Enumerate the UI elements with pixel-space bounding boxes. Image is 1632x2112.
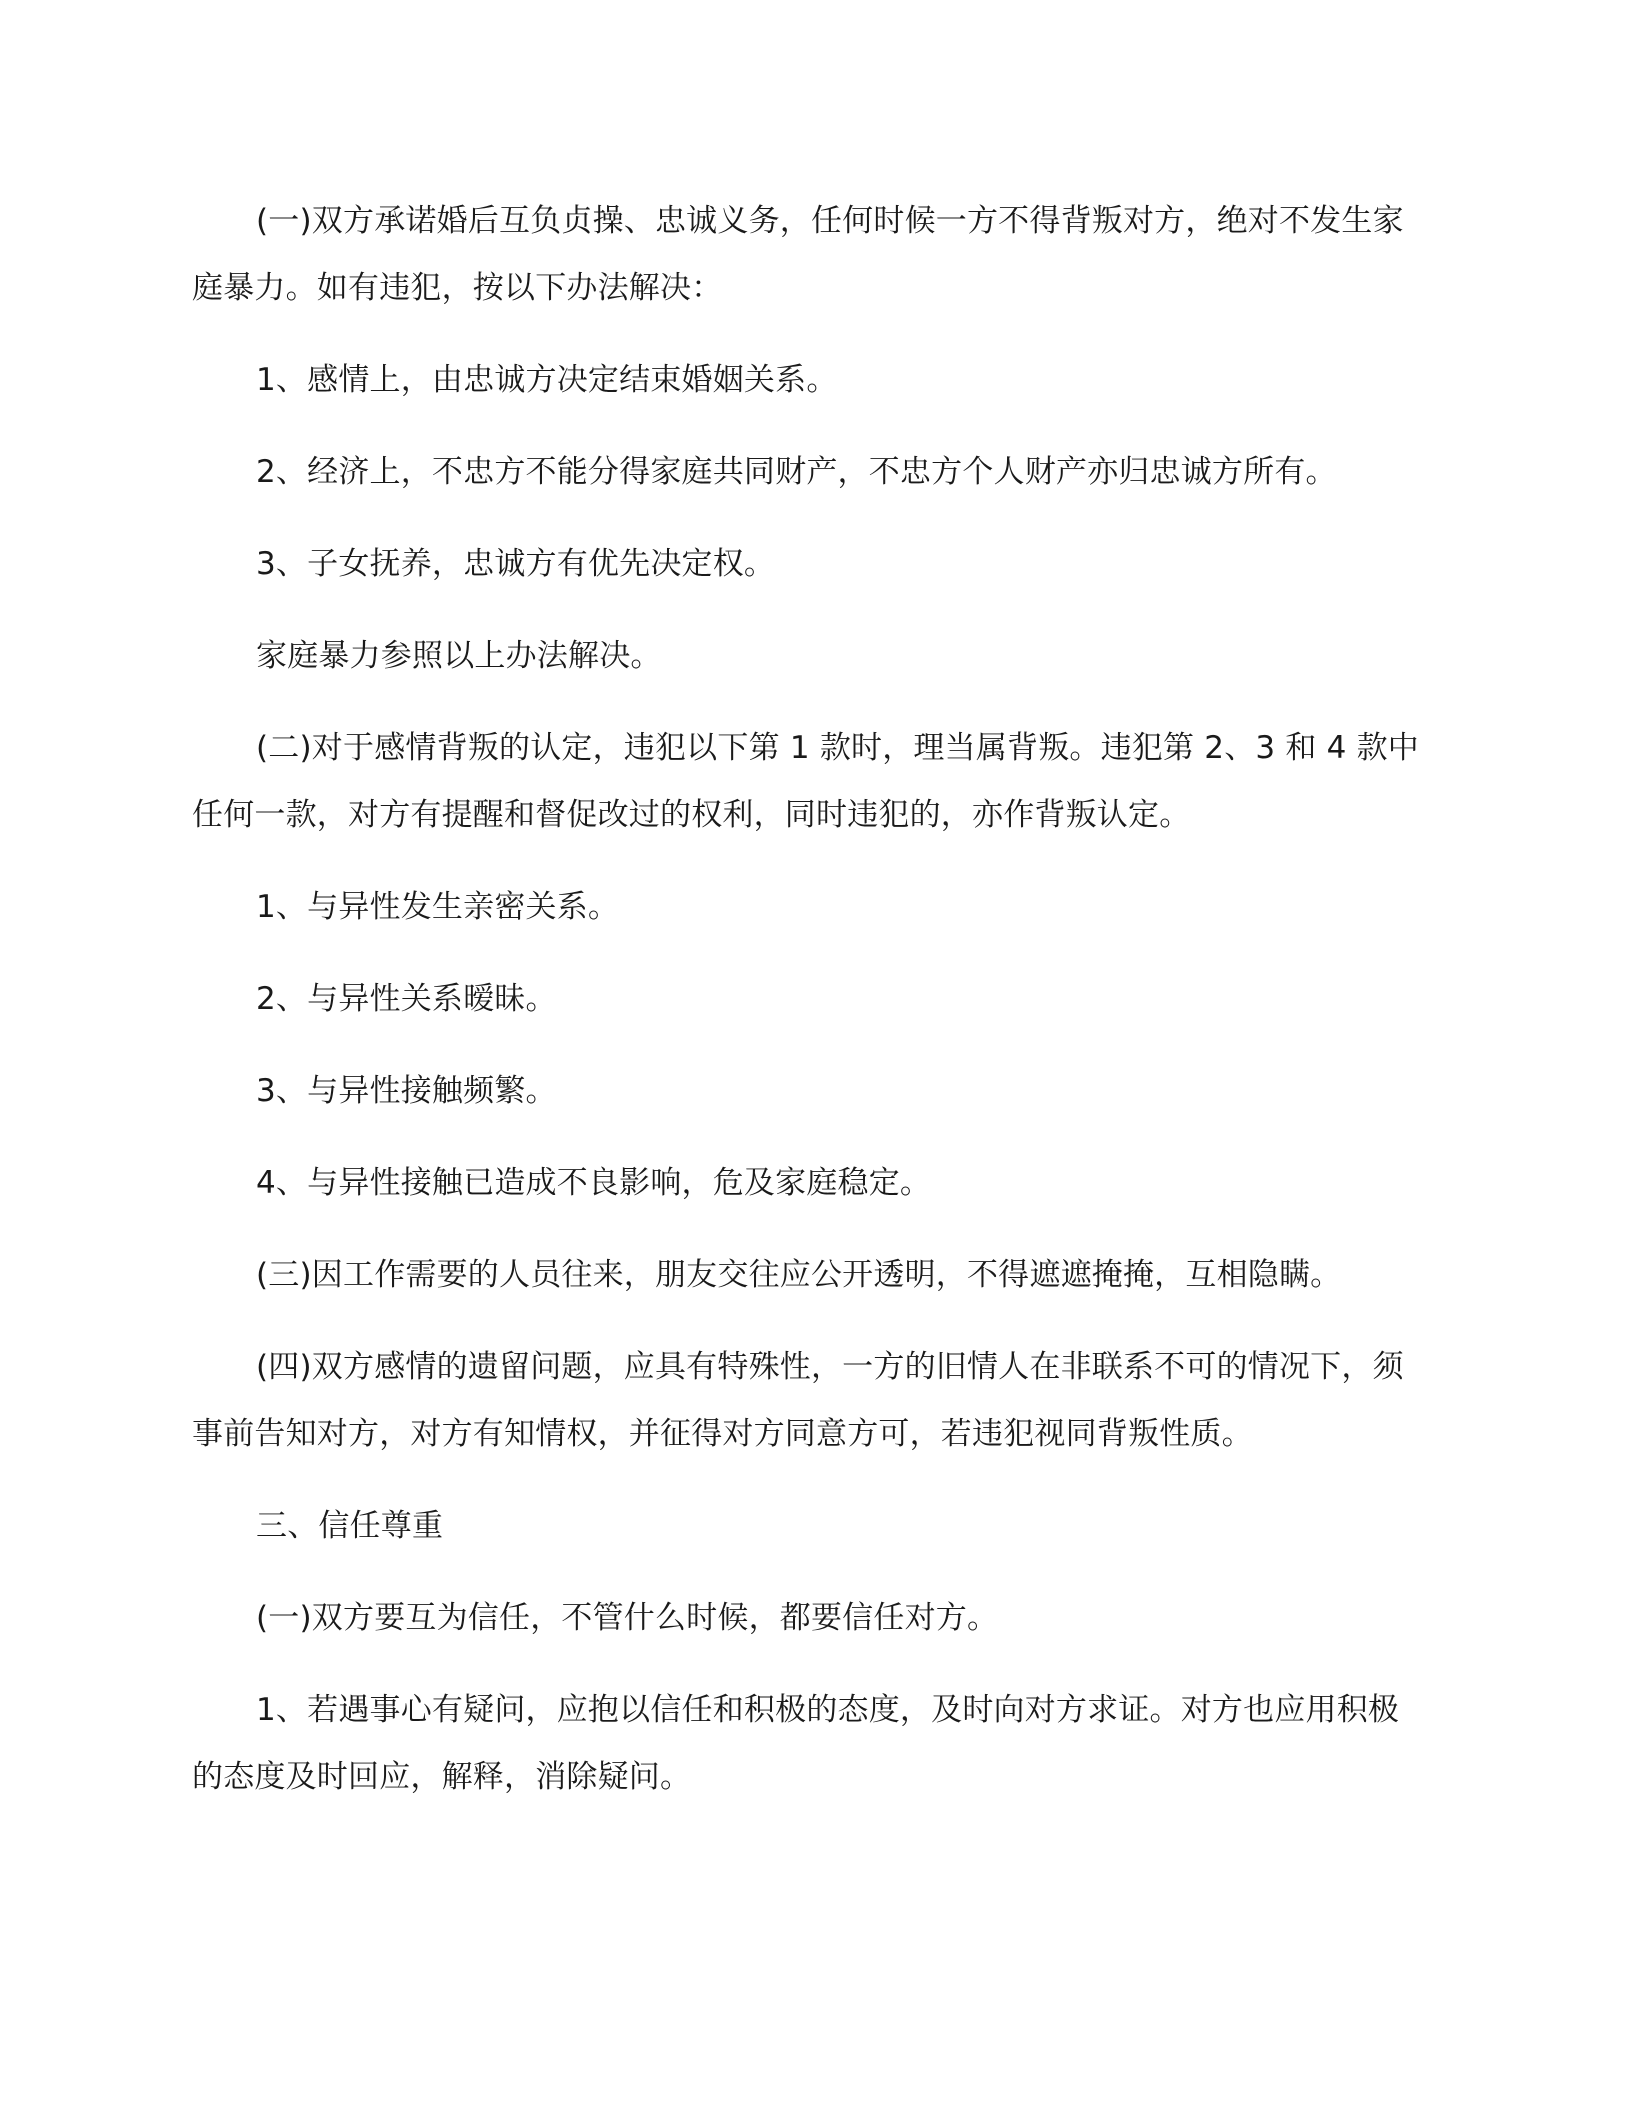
paragraph-2: 1、感情上，由忠诚方决定结束婚姻关系。 — [256, 362, 838, 398]
paragraph-3: 2、经济上，不忠方不能分得家庭共同财产，不忠方个人财产亦归忠诚方所有。 — [256, 454, 1337, 490]
paragraph-8: 2、与异性关系暧昧。 — [256, 981, 557, 1017]
paragraph-9: 3、与异性接触频繁。 — [256, 1073, 557, 1109]
paragraph-6: (二)对于感情背叛的认定，违犯以下第 1 款时，理当属背叛。违犯第 2、3 和 4 款中任何一款，对方有提醒和督促改过的权利，同时违犯的，亦作背叛认定。 — [192, 730, 1420, 833]
document-body — [192, 188, 1420, 1811]
paragraph-10: 4、与异性接触已造成不良影响，危及家庭稳定。 — [256, 1165, 932, 1201]
paragraph-5: 家庭暴力参照以上办法解决。 — [256, 638, 662, 674]
paragraph-4: 3、子女抚养，忠诚方有优先决定权。 — [256, 546, 776, 582]
paragraph-14: (一)双方要互为信任，不管什么时候，都要信任对方。 — [256, 1600, 999, 1636]
paragraph-11: (三)因工作需要的人员往来，朋友交往应公开透明，不得遮遮掩掩，互相隐瞒。 — [256, 1257, 1342, 1293]
paragraph-1: (一)双方承诺婚后互负贞操、忠诚义务，任何时候一方不得背叛对方，绝对不发生家庭暴力。如有违犯，按以下办法解决： — [192, 203, 1404, 306]
paragraph-7: 1、与异性发生亲密关系。 — [256, 889, 620, 925]
section-heading: 三、信任尊重 — [256, 1508, 444, 1544]
paragraph-12: (四)双方感情的遗留问题，应具有特殊性，一方的旧情人在非联系不可的情况下，须事前告知对方，对方有知情权，并征得对方同意方可，若违犯视同背叛性质。 — [192, 1349, 1404, 1452]
paragraph-15: 1、若遇事心有疑问，应抱以信任和积极的态度，及时向对方求证。对方也应用积极的态度及时回应，解释，消除疑问。 — [192, 1692, 1400, 1795]
